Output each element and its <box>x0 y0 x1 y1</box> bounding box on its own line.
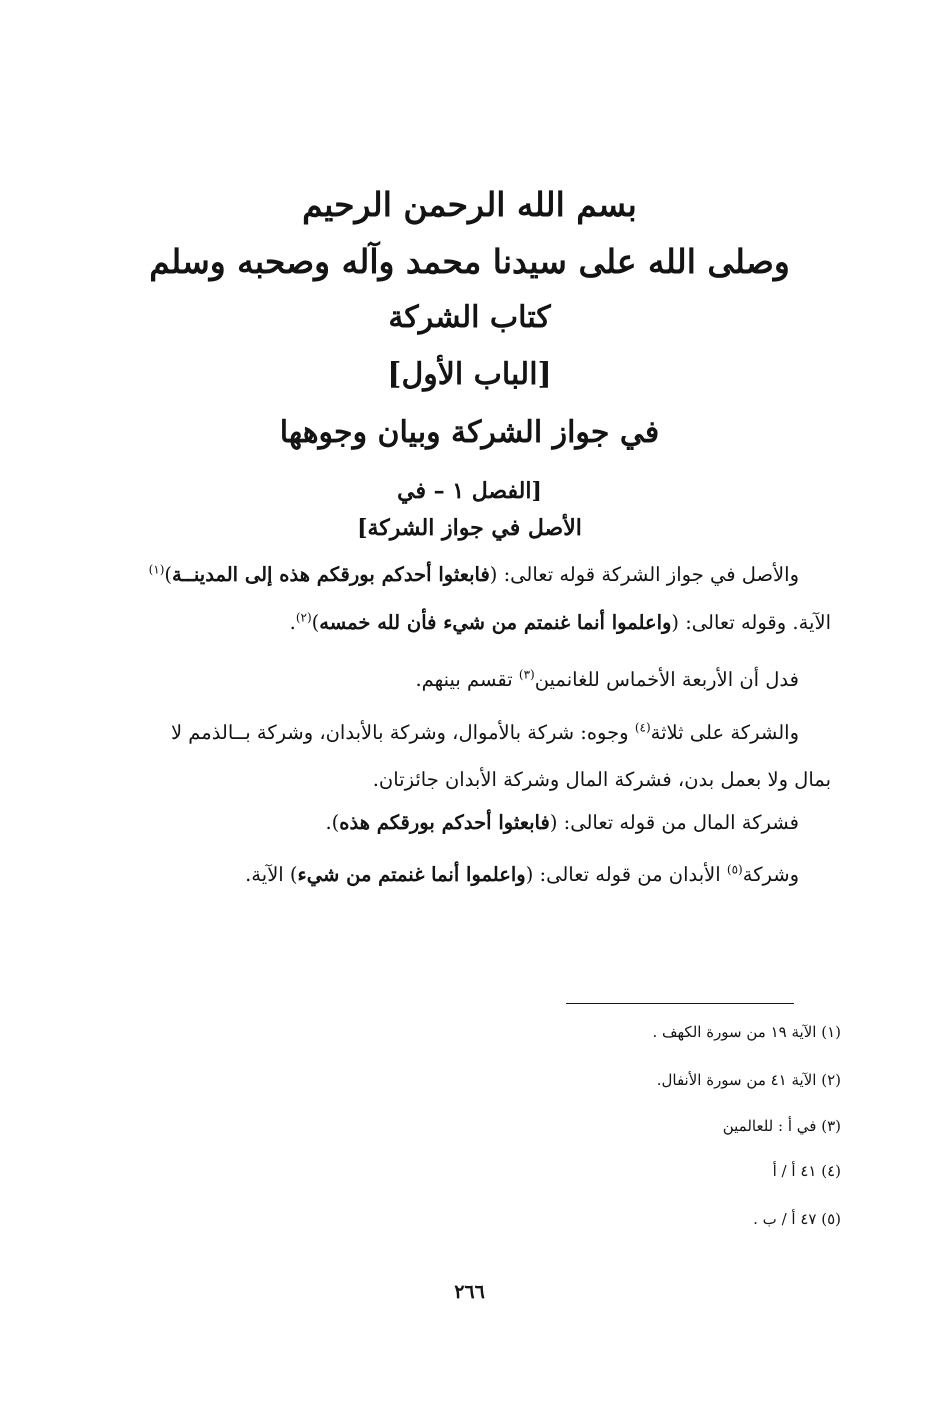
quran-quote: فابعثوا أحدكم بورقكم هذه إلى المدينــة <box>172 563 490 586</box>
body-line-4 <box>170 720 799 744</box>
body-line-2 <box>289 610 831 634</box>
basmala-heading: بسم الله الرحمن الرحيم <box>302 185 637 224</box>
quote-close: ) <box>164 563 173 586</box>
body-text: فشركة المال من قوله تعالى: ( <box>549 811 799 834</box>
quran-quote: واعلموا أنما غنمتم من شيء فأن لله خمسه <box>319 611 672 634</box>
footnote-separator <box>566 1003 794 1004</box>
footnote-2: (٢) الآية ٤١ من سورة الأنفال. <box>656 1071 841 1089</box>
body-text: فدل أن الأربعة الأخماس للغانمين <box>534 668 799 691</box>
book-title: كتاب الشركة <box>388 300 551 335</box>
body-text: والشركة على ثلاثة <box>650 721 799 744</box>
footnote-5: (٥) ٤٧ أ / ب . <box>753 1210 841 1228</box>
footnote-4: (٤) ٤١ أ / أ <box>772 1162 841 1180</box>
footnote-ref: (٥) <box>726 862 743 877</box>
body-text: ) الآية. <box>245 863 298 886</box>
body-line-6 <box>325 813 799 833</box>
body-line-7 <box>245 862 799 886</box>
footnote-ref: (٣) <box>518 667 535 682</box>
footnote-ref: (٢) <box>295 610 312 625</box>
body-text: والأصل في جواز الشركة قوله تعالى: ( <box>489 563 799 586</box>
footnote-ref: (١) <box>148 562 165 577</box>
body-text: تقسم بينهم. <box>415 668 519 691</box>
quran-quote: واعلموا أنما غنمتم من شيء <box>297 863 526 886</box>
quran-quote: فابعثوا أحدكم بورقكم هذه <box>339 811 550 834</box>
body-text: . <box>289 611 296 634</box>
salutation-heading: وصلى الله على سيدنا محمد وآله وصحبه وسلم <box>149 242 790 281</box>
chapter-heading: [الباب الأول] <box>387 357 552 392</box>
body-text: الأبدان من قوله تعالى: ( <box>525 863 727 886</box>
body-line-3 <box>415 667 799 691</box>
body-line-1 <box>148 562 799 586</box>
chapter-subject-heading: في جواز الشركة وبيان وجوهها <box>279 415 660 450</box>
section-subject-heading: الأصل في جواز الشركة] <box>357 515 582 541</box>
quote-close: ) <box>311 611 320 634</box>
section-heading: [الفصل ١ – في <box>397 478 542 504</box>
body-text: وشركة <box>742 863 799 886</box>
footnote-ref: (٤) <box>634 720 651 735</box>
footnote-3: (٣) في أ : للعالمين <box>722 1117 841 1135</box>
body-text: الآية. وقوله تعالى: ( <box>671 611 831 634</box>
body-text: وجوه: شركة بالأموال، وشركة بالأبدان، وشركة بــالذمم لا <box>170 721 635 744</box>
body-text: بمال ولا بعمل بدن، فشركة المال وشركة الأبدان جائزتان. <box>372 768 831 791</box>
body-line-5 <box>373 770 831 790</box>
page-number: ٢٦٦ <box>454 1281 485 1303</box>
quote-close: ). <box>325 811 340 834</box>
footnote-1: (١) الآية ١٩ من سورة الكهف . <box>652 1023 841 1041</box>
